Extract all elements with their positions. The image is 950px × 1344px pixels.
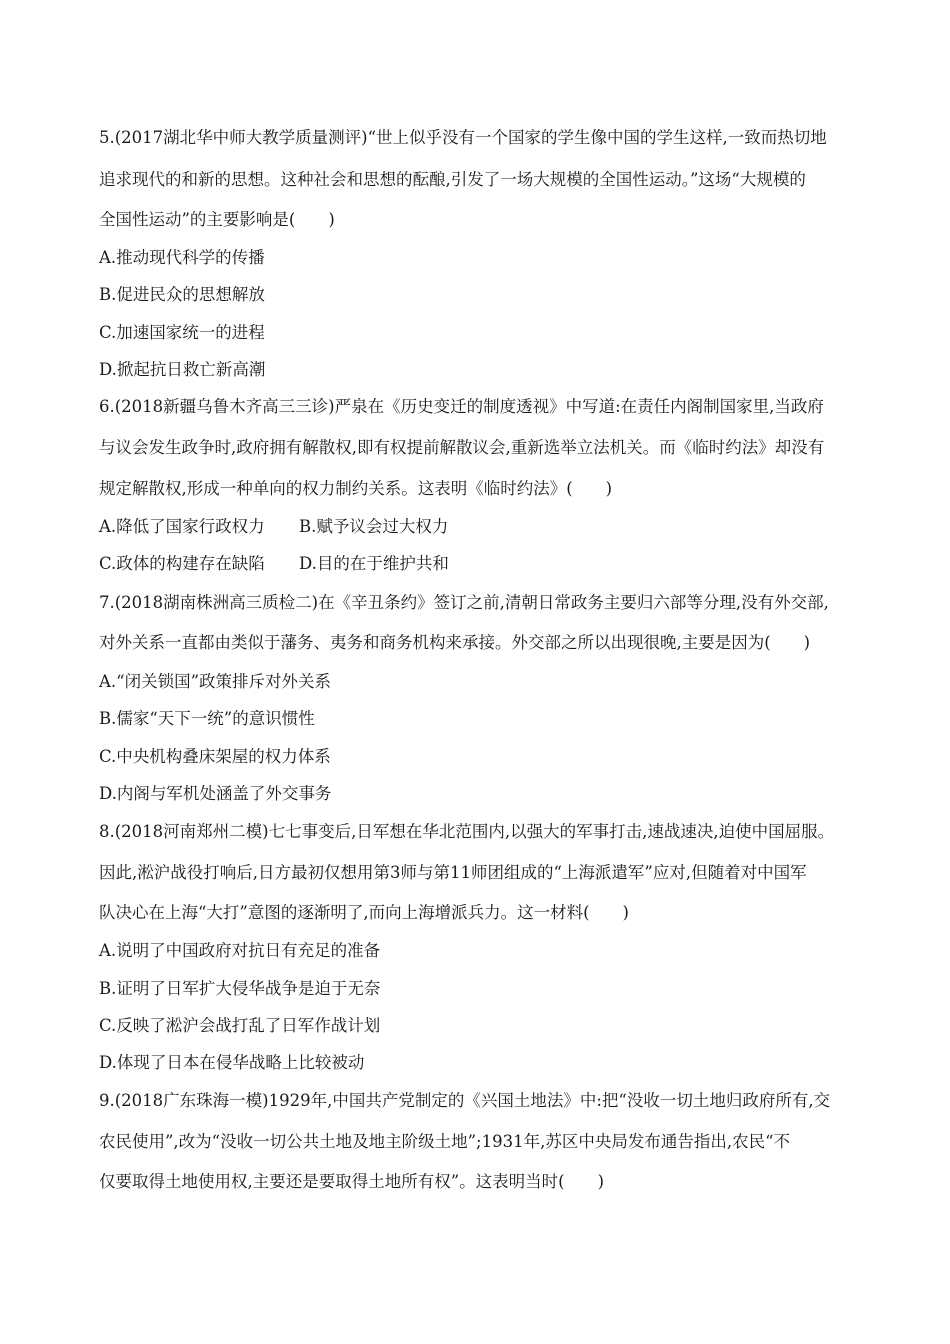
q6-stem-line-2: 与议会发生政争时,政府拥有解散权,即有权提前解散议会,重新选举立法机关。而《临时约法》却没有: [99, 438, 825, 457]
q7-stem-line-1: 7.(2018湖南株洲高三质检二)在《辛丑条约》签订之前,清朝日常政务主要归六部等分理,没有外交部,: [99, 593, 829, 612]
q6-option-c: C.政体的构建存在缺陷: [99, 554, 265, 573]
q9-stem-line-1: 9.(2018广东珠海一模)1929年,中国共产党制定的《兴国土地法》中:把“没收一切土地归政府所有,交: [99, 1091, 831, 1110]
q6-options-row-2: [99, 554, 449, 574]
q5-stem-line-2: 追求现代的和新的思想。这种社会和思想的酝酿,引发了一场大规模的全国性运动。”这场“大规模的: [99, 170, 806, 189]
q7-option-c: C.中央机构叠床架屋的权力体系: [99, 747, 331, 766]
q7-option-a: A.“闭关锁国”政策排斥对外关系: [99, 672, 332, 691]
q8-stem-line-3: 队决心在上海“大打”意图的逐渐明了,而向上海增派兵力。这一材料( ): [99, 903, 629, 922]
q6-options-row-1: [99, 517, 448, 537]
q6-option-a: A.降低了国家行政权力: [99, 517, 265, 536]
q7-option-d: D.内阁与军机处涵盖了外交事务: [99, 784, 332, 803]
q8-option-a: A.说明了中国政府对抗日有充足的准备: [99, 941, 381, 960]
q8-option-b: B.证明了日军扩大侵华战争是迫于无奈: [99, 979, 381, 998]
q6-stem-line-1: 6.(2018新疆乌鲁木齐高三三诊)严泉在《历史变迁的制度透视》中写道:在责任内阁制国家里,当政府: [99, 397, 824, 416]
q9-stem-line-3: 仅要取得土地使用权,主要还是要取得土地所有权”。这表明当时( ): [99, 1172, 605, 1191]
q5-option-d: D.掀起抗日救亡新高潮: [99, 360, 266, 379]
q6-stem-line-3: 规定解散权,形成一种单向的权力制约关系。这表明《临时约法》( ): [99, 479, 613, 498]
q8-stem-line-1: 8.(2018河南郑州二模)七七事变后,日军想在华北范围内,以强大的军事打击,速战速决,迫使中国屈服。: [99, 822, 835, 841]
q5-option-b: B.促进民众的思想解放: [99, 285, 265, 304]
q7-option-b: B.儒家“天下一统”的意识惯性: [99, 709, 315, 728]
q8-option-c: C.反映了淞沪会战打乱了日军作战计划: [99, 1016, 381, 1035]
q7-stem-line-2: 对外关系一直都由类似于藩务、夷务和商务机构来承接。外交部之所以出现很晚,主要是因为( ): [99, 633, 811, 652]
q6-option-b: B.赋予议会过大权力: [299, 517, 449, 536]
q8-stem-line-2: 因此,淞沪战役打响后,日方最初仅想用第3师与第11师团组成的“上海派遣军”应对,但随着对中国军: [99, 863, 807, 882]
q5-option-a: A.推动现代科学的传播: [99, 248, 265, 267]
q5-option-c: C.加速国家统一的进程: [99, 323, 265, 342]
q8-option-d: D.体现了日本在侵华战略上比较被动: [99, 1053, 365, 1072]
q9-stem-line-2: 农民使用”,改为“没收一切公共土地及地主阶级土地”;1931年,苏区中央局发布通告指出,农民“不: [99, 1132, 791, 1151]
q6-option-d: D.目的在于维护共和: [299, 554, 449, 573]
q5-stem-line-3: 全国性运动”的主要影响是( ): [99, 210, 335, 229]
q5-stem-line-1: 5.(2017湖北华中师大教学质量测评)“世上似乎没有一个国家的学生像中国的学生这样,一致而热切地: [99, 128, 827, 147]
